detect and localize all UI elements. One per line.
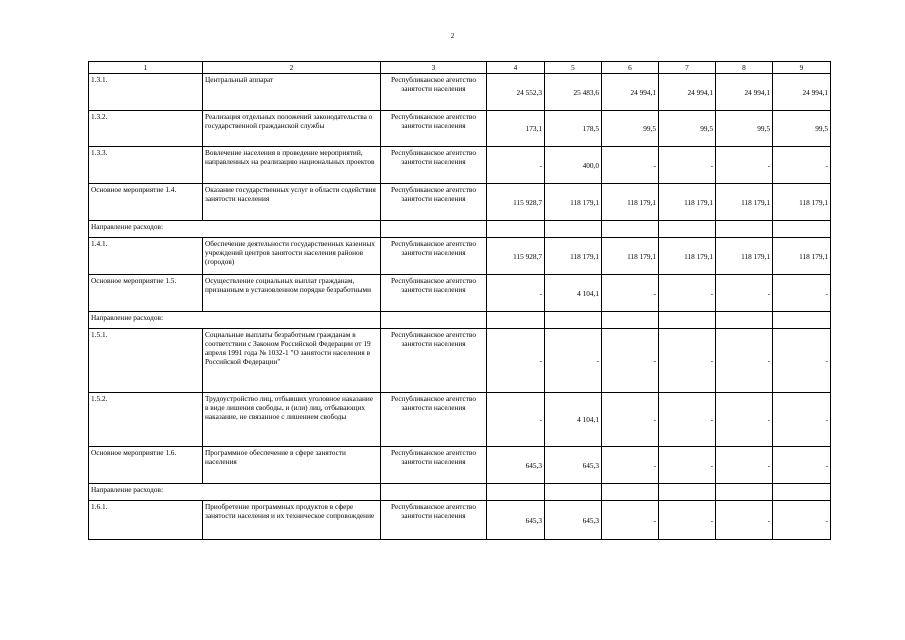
value-col-7: - — [659, 393, 716, 447]
row-code: Основное мероприятие 1.5. — [89, 275, 203, 312]
row-name: Оказание государственных услуг в области содействия занятости населения — [203, 184, 381, 221]
value-col-6: 118 179,1 — [602, 238, 659, 275]
row-code: 1.3.3. — [89, 147, 203, 184]
value-col-5: 400,0 — [545, 147, 602, 184]
value-col-6: - — [602, 329, 659, 393]
column-header-1: 1 — [89, 62, 203, 74]
value-col-8: - — [716, 275, 773, 312]
value-col-7: - — [659, 329, 716, 393]
value-col-9: - — [773, 501, 831, 540]
column-header-3: 3 — [381, 62, 487, 74]
value-col-5: 178,5 — [545, 111, 602, 147]
row-name: Социальные выплаты безработным гражданам в соответствии с Законом Российской Федерации от 19 апреля 1991 года № 1032-1 "О занятости населения в Российской Федерации" — [203, 329, 381, 393]
value-col-9: 24 994,1 — [773, 74, 831, 111]
table-row — [89, 238, 831, 275]
value-col-5: 4 104,1 — [545, 275, 602, 312]
value-col-7: - — [659, 447, 716, 484]
responsible-executor: Республиканское агентство занятости населения — [381, 501, 487, 540]
value-col-8: - — [716, 447, 773, 484]
row-name: Вовлечение населения в проведение мероприятий, направленных на реализацию национальных проектов — [203, 147, 381, 184]
row-code: Основное мероприятие 1.6. — [89, 447, 203, 484]
empty-cell — [716, 312, 773, 329]
column-header-7: 7 — [659, 62, 716, 74]
empty-cell — [716, 221, 773, 238]
value-col-6: - — [602, 501, 659, 540]
empty-cell — [545, 484, 602, 501]
value-col-6: - — [602, 147, 659, 184]
empty-cell — [716, 484, 773, 501]
empty-cell — [602, 484, 659, 501]
responsible-executor: Республиканское агентство занятости населения — [381, 111, 487, 147]
value-col-9: 118 179,1 — [773, 184, 831, 221]
value-col-8: - — [716, 329, 773, 393]
empty-cell — [659, 484, 716, 501]
header-row — [89, 62, 831, 74]
value-col-4: 115 928,7 — [487, 238, 545, 275]
value-col-8: - — [716, 147, 773, 184]
empty-cell — [773, 484, 831, 501]
row-code: 1.6.1. — [89, 501, 203, 540]
value-col-8: 118 179,1 — [716, 184, 773, 221]
value-col-5: - — [545, 329, 602, 393]
row-code: Основное мероприятие 1.4. — [89, 184, 203, 221]
responsible-executor: Республиканское агентство занятости населения — [381, 447, 487, 484]
row-name: Трудоустройство лиц, отбывших уголовное наказание в виде лишения свободы, и (или) лиц, отбывающих наказание, не связанное с лишением свободы — [203, 393, 381, 447]
table-row — [89, 111, 831, 147]
value-col-5: 25 483,6 — [545, 74, 602, 111]
value-col-7: 118 179,1 — [659, 238, 716, 275]
table-row — [89, 329, 831, 393]
row-code: 1.5.1. — [89, 329, 203, 393]
row-code: 1.4.1. — [89, 238, 203, 275]
value-col-8: - — [716, 501, 773, 540]
direction-row — [89, 312, 831, 329]
empty-cell — [659, 312, 716, 329]
table-row — [89, 275, 831, 312]
value-col-4: - — [487, 329, 545, 393]
empty-cell — [487, 312, 545, 329]
table-row — [89, 501, 831, 540]
direction-label: Направление расходов: — [89, 312, 381, 329]
row-name: Реализация отдельных положений законодательства о государственной гражданской службы — [203, 111, 381, 147]
value-col-7: - — [659, 147, 716, 184]
table-row — [89, 184, 831, 221]
page-number: 2 — [450, 32, 455, 40]
column-header-6: 6 — [602, 62, 659, 74]
value-col-7: - — [659, 501, 716, 540]
responsible-executor: Республиканское агентство занятости населения — [381, 329, 487, 393]
empty-cell — [773, 221, 831, 238]
value-col-9: - — [773, 147, 831, 184]
column-header-5: 5 — [545, 62, 602, 74]
responsible-executor: Республиканское агентство занятости населения — [381, 238, 487, 275]
value-col-8: 118 179,1 — [716, 238, 773, 275]
value-col-9: 118 179,1 — [773, 238, 831, 275]
table-row — [89, 447, 831, 484]
value-col-8: 24 994,1 — [716, 74, 773, 111]
budget-table — [88, 61, 831, 540]
value-col-5: 118 179,1 — [545, 238, 602, 275]
value-col-9: - — [773, 275, 831, 312]
column-header-2: 2 — [203, 62, 381, 74]
empty-cell — [602, 312, 659, 329]
empty-cell — [773, 312, 831, 329]
value-col-4: - — [487, 147, 545, 184]
value-col-4: - — [487, 275, 545, 312]
value-col-7: - — [659, 275, 716, 312]
value-col-4: 115 928,7 — [487, 184, 545, 221]
direction-row — [89, 221, 831, 238]
value-col-8: - — [716, 393, 773, 447]
direction-label: Направление расходов: — [89, 221, 381, 238]
value-col-7: 24 994,1 — [659, 74, 716, 111]
responsible-executor: Республиканское агентство занятости населения — [381, 275, 487, 312]
table-row — [89, 393, 831, 447]
table-row — [89, 74, 831, 111]
responsible-executor: Республиканское агентство занятости населения — [381, 147, 487, 184]
value-col-6: 99,5 — [602, 111, 659, 147]
row-name: Приобретение программных продуктов в сфере занятости населения и их техническое сопровождение — [203, 501, 381, 540]
value-col-5: 4 104,1 — [545, 393, 602, 447]
value-col-4: 645,3 — [487, 447, 545, 484]
value-col-6: 24 994,1 — [602, 74, 659, 111]
value-col-4: - — [487, 393, 545, 447]
value-col-6: - — [602, 275, 659, 312]
value-col-7: 118 179,1 — [659, 184, 716, 221]
value-col-9: - — [773, 329, 831, 393]
empty-cell — [602, 221, 659, 238]
responsible-executor: Республиканское агентство занятости населения — [381, 184, 487, 221]
empty-cell — [545, 221, 602, 238]
row-name: Программное обеспечение в сфере занятости населения — [203, 447, 381, 484]
table-row — [89, 147, 831, 184]
column-header-8: 8 — [716, 62, 773, 74]
responsible-executor: Республиканское агентство занятости населения — [381, 393, 487, 447]
value-col-4: 24 552,3 — [487, 74, 545, 111]
empty-cell — [659, 221, 716, 238]
value-col-4: 173,1 — [487, 111, 545, 147]
direction-label: Направление расходов: — [89, 484, 381, 501]
value-col-6: - — [602, 447, 659, 484]
value-col-9: 99,5 — [773, 111, 831, 147]
responsible-executor: Республиканское агентство занятости населения — [381, 74, 487, 111]
row-code: 1.3.1. — [89, 74, 203, 111]
value-col-9: - — [773, 393, 831, 447]
row-code: 1.5.2. — [89, 393, 203, 447]
value-col-8: 99,5 — [716, 111, 773, 147]
column-header-9: 9 — [773, 62, 831, 74]
row-code: 1.3.2. — [89, 111, 203, 147]
empty-cell — [487, 221, 545, 238]
value-col-4: 645,3 — [487, 501, 545, 540]
row-name: Осуществление социальных выплат гражданам, признанным в установленном порядке безработными — [203, 275, 381, 312]
value-col-5: 118 179,1 — [545, 184, 602, 221]
value-col-9: - — [773, 447, 831, 484]
value-col-5: 645,3 — [545, 447, 602, 484]
empty-cell — [381, 484, 487, 501]
value-col-6: 118 179,1 — [602, 184, 659, 221]
empty-cell — [381, 221, 487, 238]
column-header-4: 4 — [487, 62, 545, 74]
empty-cell — [545, 312, 602, 329]
direction-row — [89, 484, 831, 501]
value-col-5: 645,3 — [545, 501, 602, 540]
row-name: Обеспечение деятельности государственных казенных учреждений центров занятости населения районов (городов) — [203, 238, 381, 275]
row-name: Центральный аппарат — [203, 74, 381, 111]
value-col-7: 99,5 — [659, 111, 716, 147]
empty-cell — [487, 484, 545, 501]
value-col-6: - — [602, 393, 659, 447]
empty-cell — [381, 312, 487, 329]
